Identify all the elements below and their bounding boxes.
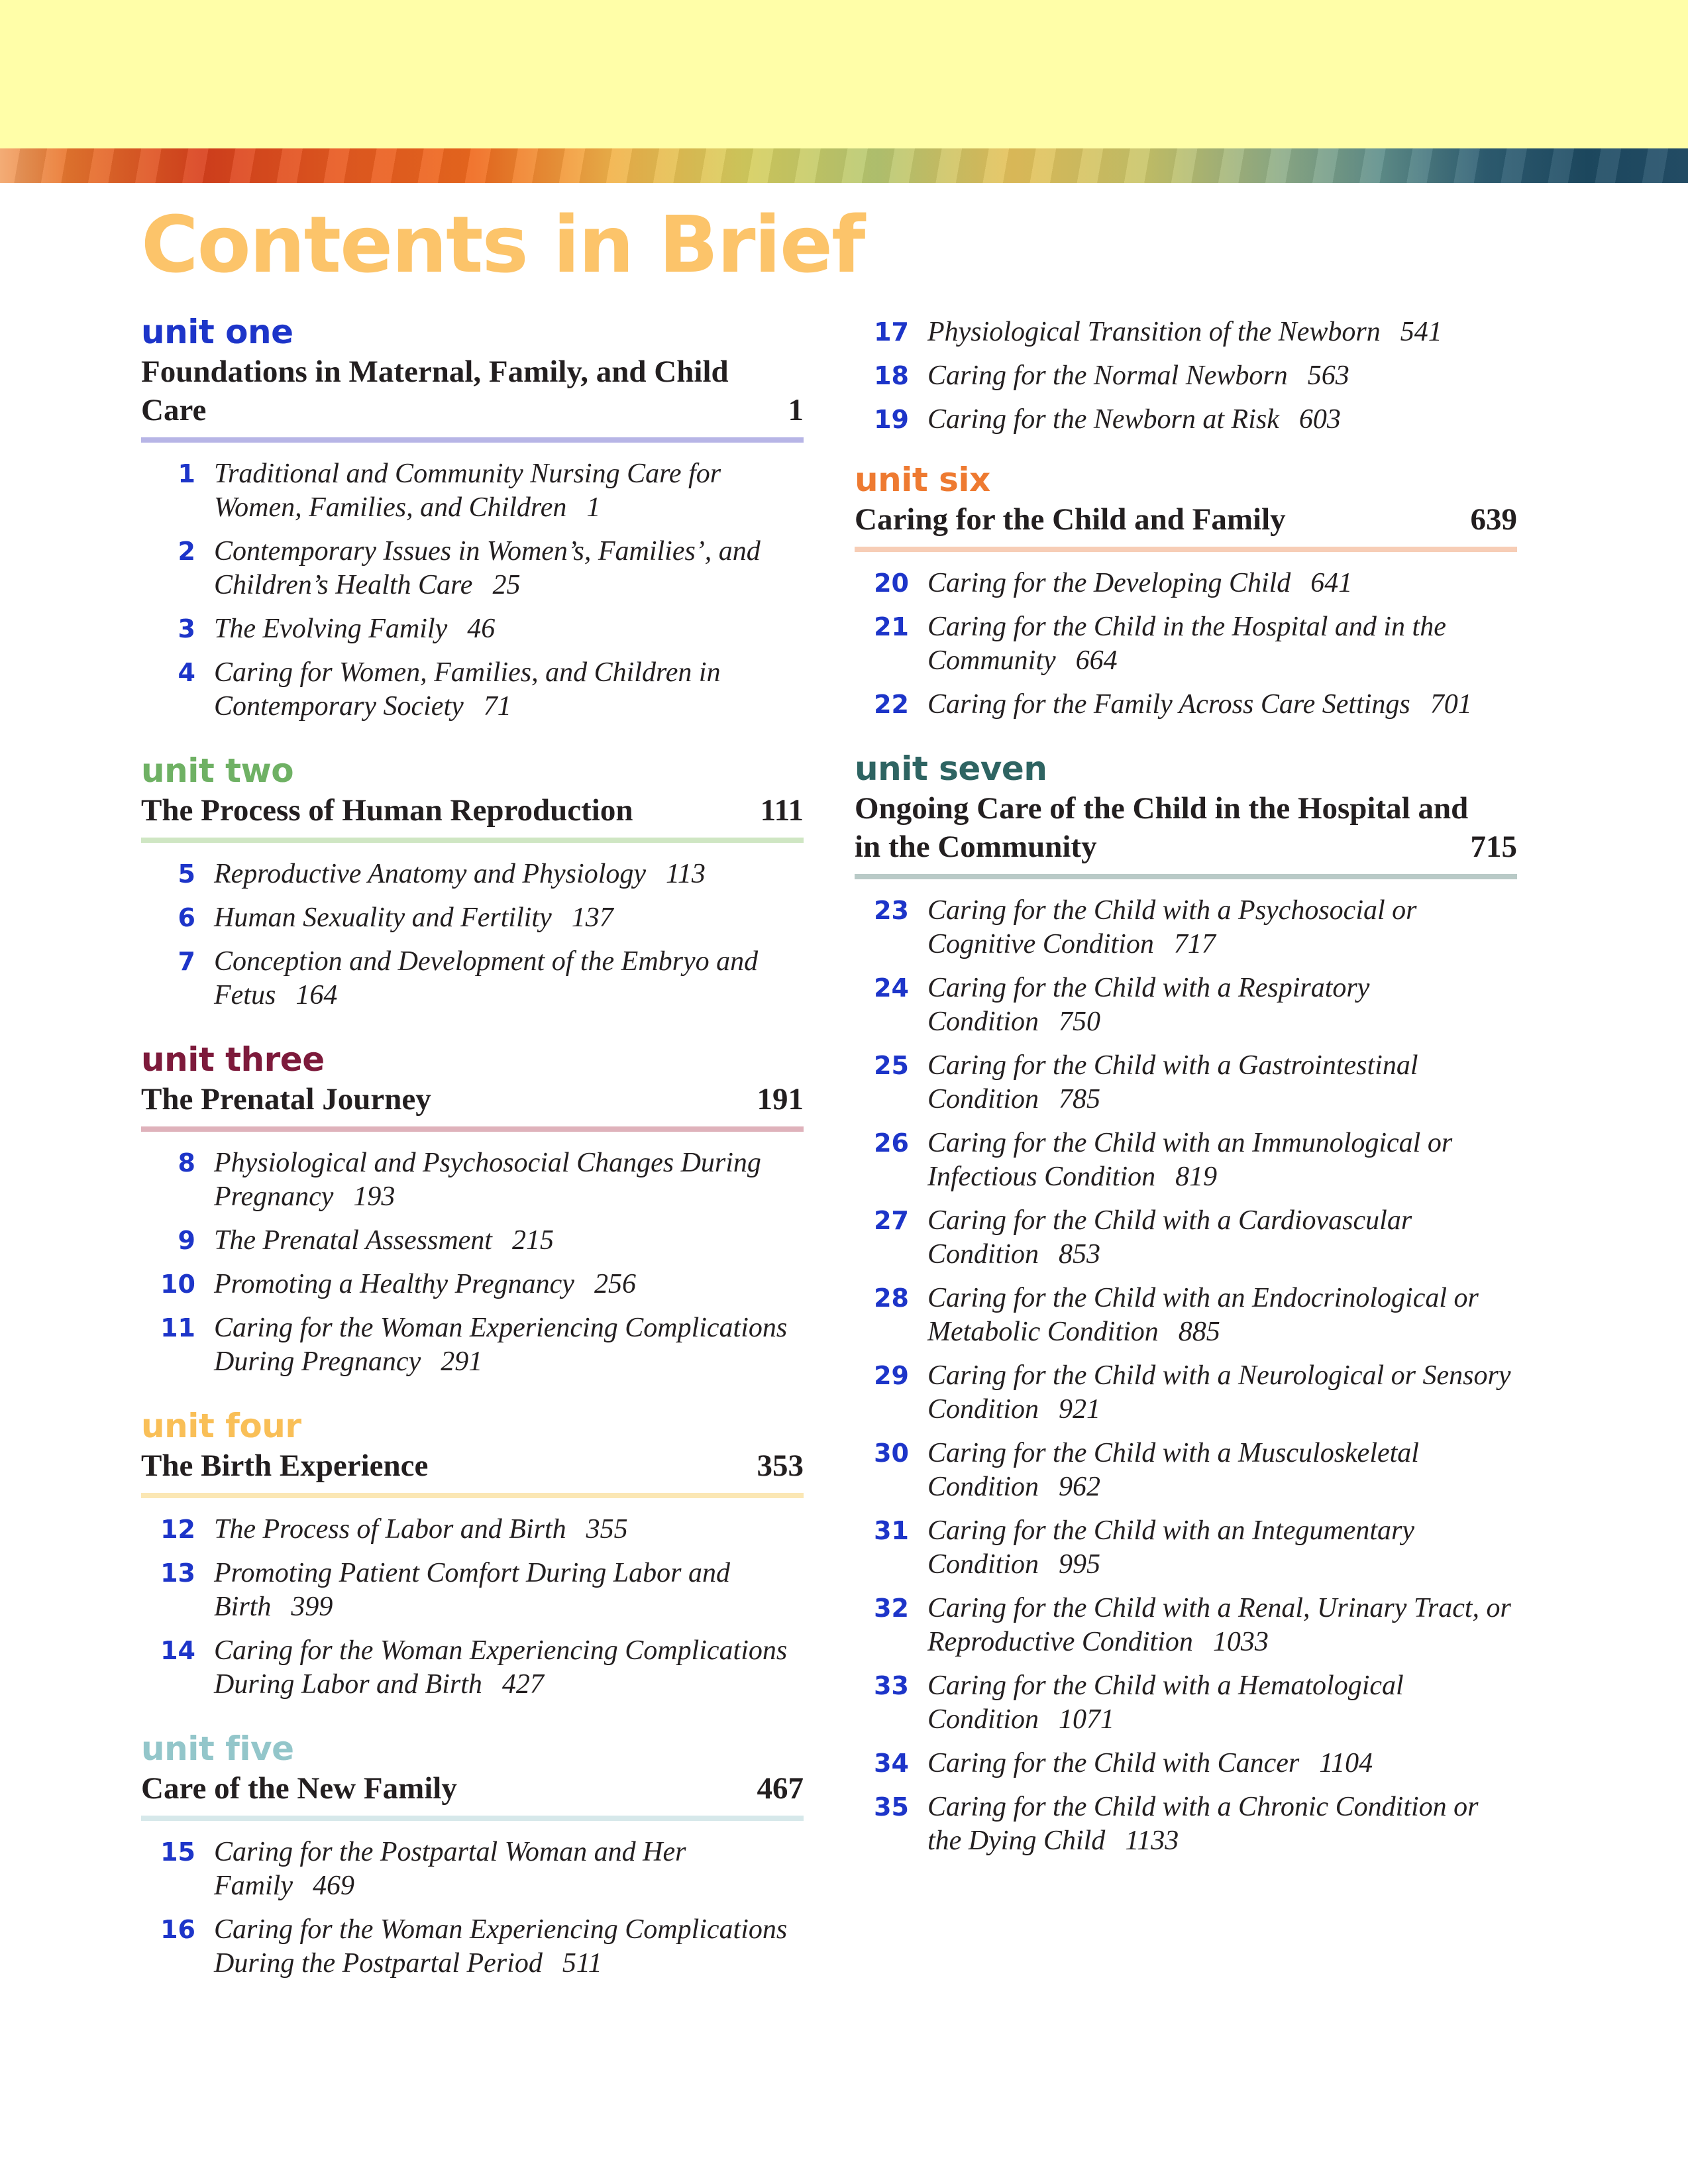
chapter-title: Caring for the Child with an Integumentary Condition [927,1515,1414,1580]
unit-title-text: The Birth Experience [141,1448,429,1483]
chapter-item[interactable] [855,403,1517,437]
unit-label: unit six [855,461,990,499]
chapter-page: 1104 [1319,1748,1373,1778]
chapter-item[interactable] [141,1634,804,1702]
chapter-page: 785 [1059,1084,1101,1115]
chapter-title: Caring for the Child with a Psychosocial or Cognitive Condition [927,895,1417,959]
chapter-item[interactable] [855,688,1517,722]
chapter-item[interactable] [855,894,1517,961]
chapter-number: 29 [874,1361,909,1390]
chapter-item[interactable] [855,1592,1517,1659]
unit-page: 191 [757,1082,804,1117]
unit-page: 1 [788,393,804,427]
chapter-number: 12 [160,1515,195,1544]
chapter-title: Caring for the Child with a Renal, Urinary Tract, or Reproductive Condition [927,1593,1511,1657]
unit-two [141,750,804,1012]
chapter-item[interactable] [855,610,1517,678]
chapter-title: Caring for the Postpartal Woman and Her Family [214,1837,686,1901]
chapter-number: 27 [874,1206,909,1235]
chapter-item[interactable] [141,857,804,891]
chapter-page: 995 [1059,1549,1101,1580]
chapter-title: Contemporary Issues in Women’s, Families’, and Children’s Health Care [214,536,761,600]
unit-five [141,1728,804,1981]
chapter-item[interactable] [855,1437,1517,1504]
chapter-title: Caring for the Developing Child [927,568,1291,598]
chapter-item[interactable] [855,567,1517,600]
chapter-item[interactable] [141,1513,804,1547]
chapter-number: 31 [874,1516,909,1545]
chapter-number: 3 [178,614,195,643]
unit-title-text: The Prenatal Journey [141,1082,431,1117]
chapter-number: 32 [874,1594,909,1623]
chapter-item[interactable] [141,1224,804,1258]
header-band [0,0,1688,148]
chapter-item[interactable] [855,1359,1517,1427]
chapter-number: 5 [178,859,195,889]
unit-title-text: Care of the New Family [141,1771,457,1806]
chapter-page: 962 [1059,1472,1101,1502]
chapter-item[interactable] [141,535,804,602]
toc-column-right [855,315,1517,1884]
unit-title[interactable] [141,791,804,843]
chapter-item[interactable] [855,971,1517,1039]
chapter-page: 819 [1175,1162,1218,1192]
chapter-number: 35 [874,1792,909,1822]
unit-title-text: Ongoing Care of the Child in the Hospital and in the Community [855,791,1469,864]
chapter-item[interactable] [141,901,804,935]
chapter-item[interactable] [855,1747,1517,1780]
chapter-item[interactable] [855,1204,1517,1272]
chapter-item[interactable] [855,1282,1517,1349]
chapter-title: Caring for the Woman Experiencing Complications During the Postpartal Period [214,1914,788,1979]
unit-title-text: The Process of Human Reproduction [141,793,633,828]
chapter-page: 1133 [1125,1826,1179,1856]
chapter-number: 7 [178,947,195,976]
chapter-number: 20 [874,569,909,598]
chapter-number: 24 [874,973,909,1003]
chapter-title: Promoting Patient Comfort During Labor and Birth [214,1558,730,1622]
chapter-page: 853 [1059,1239,1101,1270]
unit-title[interactable] [141,1447,804,1498]
chapter-page: 113 [666,859,706,889]
chapter-item[interactable] [855,1514,1517,1582]
chapter-page: 885 [1178,1317,1220,1347]
chapter-title: Caring for the Child with a Gastrointestinal Condition [927,1050,1418,1115]
chapter-page: 1033 [1212,1627,1269,1657]
chapter-number: 25 [874,1051,909,1080]
chapter-number: 14 [160,1636,195,1665]
chapter-page: 641 [1310,568,1353,598]
chapter-item[interactable] [141,1835,804,1903]
chapter-page: 46 [467,614,496,644]
unit-label: unit one [141,313,293,351]
unit-five-continued [855,315,1517,437]
unit-seven [855,748,1517,1858]
chapter-page: 563 [1307,360,1349,391]
unit-title[interactable] [141,353,804,443]
chapter-number: 23 [874,896,909,925]
decorative-color-strip [0,148,1688,183]
chapter-number: 11 [160,1313,195,1342]
chapter-page: 399 [291,1592,333,1622]
chapter-item[interactable] [141,457,804,525]
chapter-title: Caring for Women, Families, and Children in Contemporary Society [214,657,721,722]
chapter-page: 664 [1075,645,1118,676]
chapter-page: 137 [571,902,613,933]
chapter-title: Caring for the Woman Experiencing Complications During Labor and Birth [214,1635,788,1700]
chapter-item[interactable] [141,1556,804,1624]
chapter-page: 215 [511,1225,554,1256]
chapter-number: 2 [178,537,195,566]
chapter-number: 30 [874,1439,909,1468]
chapter-title: Traditional and Community Nursing Care for Women, Families, and Children [214,459,721,523]
chapter-number: 26 [874,1128,909,1158]
unit-title[interactable] [855,789,1517,879]
chapter-title: Caring for the Child with a Chronic Condition or the Dying Child [927,1792,1479,1856]
chapter-page: 71 [483,691,511,722]
unit-title[interactable] [141,1080,804,1132]
unit-label: unit two [141,751,294,790]
chapter-number: 6 [178,903,195,932]
chapter-page: 1071 [1059,1704,1115,1735]
chapter-number: 15 [160,1837,195,1867]
page-title: Contents in Brief [141,199,865,290]
chapter-title: Caring for the Child with an Endocrinological or Metabolic Condition [927,1283,1479,1347]
chapter-title: Conception and Development of the Embryo and Fetus [214,946,759,1010]
chapter-number: 28 [874,1283,909,1313]
unit-three [141,1039,804,1379]
chapter-number: 33 [874,1671,909,1700]
chapter-number: 17 [874,317,909,347]
chapter-number: 10 [160,1270,195,1299]
chapter-item[interactable] [141,1268,804,1301]
chapter-title: Physiological and Psychosocial Changes During Pregnancy [214,1148,761,1212]
chapter-item[interactable] [141,1311,804,1379]
chapter-title: Caring for the Child with a Musculoskeletal Condition [927,1438,1419,1502]
chapter-item[interactable] [855,1126,1517,1194]
chapter-page: 355 [586,1514,628,1545]
chapter-number: 18 [874,361,909,390]
unit-page: 353 [757,1448,804,1483]
chapter-number: 34 [874,1749,909,1778]
chapter-item[interactable] [855,1790,1517,1858]
chapter-number: 13 [160,1558,195,1588]
chapter-page: 717 [1173,929,1216,959]
chapter-page: 25 [492,570,521,600]
chapter-page: 921 [1059,1394,1101,1425]
unit-title[interactable] [141,1769,804,1821]
chapter-number: 8 [178,1148,195,1177]
unit-label: unit three [141,1040,325,1079]
chapter-item[interactable] [855,1049,1517,1117]
unit-title-text: Foundations in Maternal, Family, and Child Care [141,355,729,427]
unit-one [141,311,804,724]
chapter-page: 469 [312,1871,354,1901]
unit-page: 639 [1470,502,1517,537]
chapter-item[interactable] [141,945,804,1012]
chapter-title: Caring for the Newborn at Risk [927,404,1279,435]
chapter-number: 9 [178,1226,195,1255]
chapter-page: 256 [594,1269,636,1299]
chapter-page: 603 [1298,404,1341,435]
chapter-page: 1 [586,492,601,523]
chapter-item[interactable] [141,612,804,646]
unit-label: unit seven [855,749,1047,788]
chapter-page: 164 [295,980,338,1010]
chapter-page: 750 [1059,1007,1101,1037]
unit-label: unit four [141,1407,301,1445]
chapter-number: 22 [874,690,909,719]
chapter-page: 511 [562,1948,602,1979]
chapter-page: 701 [1430,689,1472,720]
chapter-number: 19 [874,405,909,434]
unit-four [141,1405,804,1702]
unit-title-text: Caring for the Child and Family [855,502,1286,537]
chapter-title: Caring for the Woman Experiencing Complications During Pregnancy [214,1313,788,1377]
chapter-item[interactable] [141,1913,804,1981]
chapter-title: Caring for the Child with a Respiratory Condition [927,973,1370,1037]
chapter-title: The Evolving Family [214,614,448,644]
chapter-page: 427 [501,1669,544,1700]
chapter-title: Caring for the Child with an Immunological or Infectious Condition [927,1128,1453,1192]
unit-page: 467 [757,1771,804,1806]
chapter-item[interactable] [855,1669,1517,1737]
unit-title[interactable] [855,500,1517,552]
chapter-title: Caring for the Normal Newborn [927,360,1288,391]
chapter-item[interactable] [141,1146,804,1214]
chapter-page: 193 [353,1181,396,1212]
chapter-item[interactable] [855,315,1517,349]
chapter-title: Promoting a Healthy Pregnancy [214,1269,574,1299]
chapter-item[interactable] [855,359,1517,393]
chapter-title: Caring for the Child with a Neurological or Sensory Condition [927,1360,1511,1425]
chapter-title: Caring for the Child in the Hospital and in the Community [927,612,1446,676]
unit-label: unit five [141,1729,294,1768]
unit-six [855,459,1517,722]
chapter-number: 1 [178,459,195,488]
chapter-number: 16 [160,1915,195,1944]
unit-page: 111 [760,793,804,828]
chapter-number: 4 [178,658,195,687]
chapter-item[interactable] [141,656,804,724]
chapter-title: The Prenatal Assessment [214,1225,492,1256]
chapter-number: 21 [874,612,909,641]
chapter-page: 291 [441,1346,483,1377]
chapter-page: 541 [1400,317,1442,347]
chapter-title: Human Sexuality and Fertility [214,902,552,933]
chapter-title: Caring for the Child with a Cardiovascular Condition [927,1205,1412,1270]
unit-page: 715 [1470,830,1517,864]
chapter-title: The Process of Labor and Birth [214,1514,566,1545]
chapter-title: Caring for the Child with a Hematological Condition [927,1670,1404,1735]
toc-column-left [141,311,804,2007]
chapter-title: Reproductive Anatomy and Physiology [214,859,647,889]
chapter-title: Caring for the Child with Cancer [927,1748,1300,1778]
chapter-title: Physiological Transition of the Newborn [927,317,1381,347]
chapter-title: Caring for the Family Across Care Settings [927,689,1410,720]
